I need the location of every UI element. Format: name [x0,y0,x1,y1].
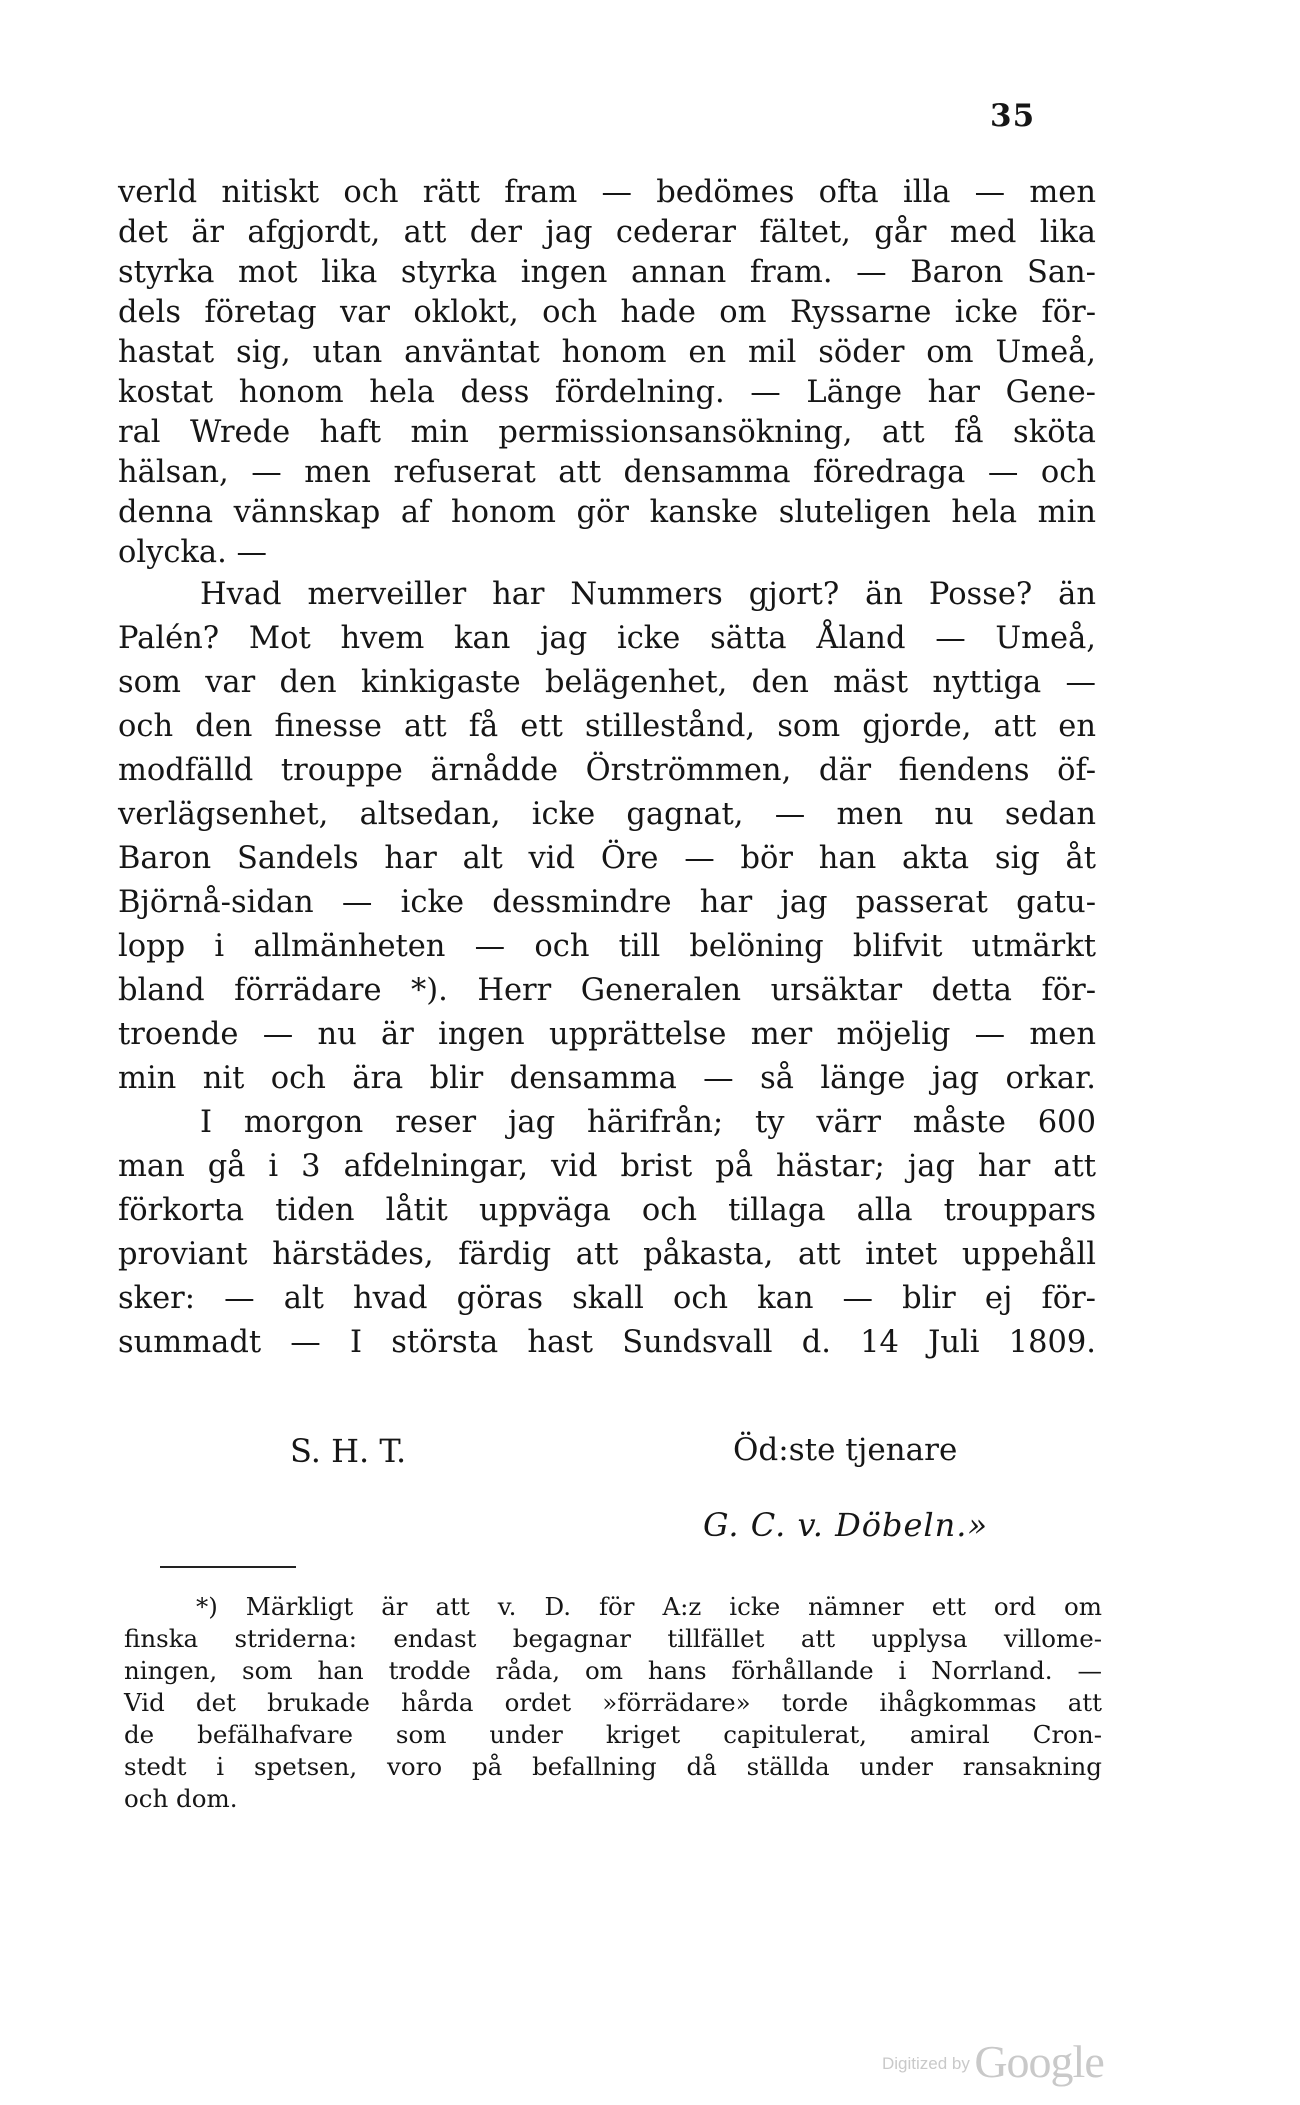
body-line: bland förrädare *). Herr Generalen ursäktar detta för- [118,973,1096,1008]
body-line: verld nitiskt och rätt fram — bedömes ofta illa — men [118,175,1096,210]
body-line: modfälld trouppe ärnådde Örströmmen, där fiendens öf- [118,753,1096,788]
footnote-line: stedt i spetsen, voro på befallning då ställda under ransakning [124,1752,1102,1781]
body-line: kostat honom hela dess fördelning. — Länge har Gene- [118,375,1096,410]
body-line: lopp i allmänheten — och till belöning blifvit utmärkt [118,929,1096,964]
body-line: olycka. — [118,535,267,570]
body-line: Baron Sandels har alt vid Öre — bör han akta sig åt [118,841,1096,876]
body-line: styrka mot lika styrka ingen annan fram. — Baron San- [118,255,1096,290]
body-line: ral Wrede haft min permissionsansökning, att få sköta [118,415,1096,450]
body-line: I morgon reser jag härifrån; ty värr måste 600 [200,1105,1096,1140]
body-line: Hvad merveiller har Nummers gjort? än Posse? än [200,577,1096,612]
footnote-line: och dom. [124,1784,238,1813]
body-line: man gå i 3 afdelningar, vid brist på hästar; jag har att [118,1149,1096,1184]
body-line: min nit och ära blir densamma — så länge jag orkar. [118,1061,1096,1096]
body-line: Björnå-sidan — icke dessmindre har jag passerat gatu- [118,885,1096,920]
body-line: som var den kinkigaste belägenhet, den mäst nyttiga — [118,665,1096,700]
watermark-brand: Google [974,2036,1104,2087]
footnote-divider [160,1566,296,1568]
footnote-line: Vid det brukade hårda ordet »förrädare» torde ihågkommas att [124,1688,1102,1717]
body-line: dels företag var oklokt, och hade om Ryssarne icke för- [118,295,1096,330]
footnote-line: de befälhafvare som under kriget capitulerat, amiral Cron- [124,1720,1102,1749]
footnote-line: finska striderna: endast begagnar tillfället att upplysa villome- [124,1624,1102,1653]
watermark-prefix: Digitized by [882,2054,970,2073]
body-line: förkorta tiden låtit uppväga och tillaga alla trouppars [118,1193,1096,1228]
signature-closing: Öd:ste tjenare [733,1432,958,1468]
body-line: summadt — I största hast Sundsvall d. 14 Juli 1809. [118,1325,1096,1360]
signature-name: G. C. v. Döbeln.» [703,1506,989,1544]
signature-initials: S. H. T. [290,1432,407,1470]
body-line: proviant härstädes, färdig att påkasta, att intet uppehåll [118,1237,1096,1272]
body-line: Palén? Mot hvem kan jag icke sätta Åland — Umeå, [118,621,1096,656]
body-line: denna vännskap af honom gör kanske sluteligen hela min [118,495,1096,530]
body-line: hälsan, — men refuserat att densamma föredraga — och [118,455,1096,490]
body-line: troende — nu är ingen upprättelse mer möjelig — men [118,1017,1096,1052]
page-number: 35 [990,98,1036,134]
footnote-line: *) Märkligt är att v. D. för A:z icke nämner ett ord om [196,1592,1102,1621]
body-line: hastat sig, utan använtat honom en mil söder om Umeå, [118,335,1096,370]
footnote-line: ningen, som han trodde råda, om hans förhållande i Norrland. — [124,1656,1102,1685]
body-line: och den finesse att få ett stillestånd, som gjorde, att en [118,709,1096,744]
body-line: verlägsenhet, altsedan, icke gagnat, — men nu sedan [118,797,1096,832]
body-line: det är afgjordt, att der jag cederar fältet, går med lika [118,215,1096,250]
body-line: sker: — alt hvad göras skall och kan — blir ej för- [118,1281,1096,1316]
digitized-by-watermark [882,2035,1104,2088]
